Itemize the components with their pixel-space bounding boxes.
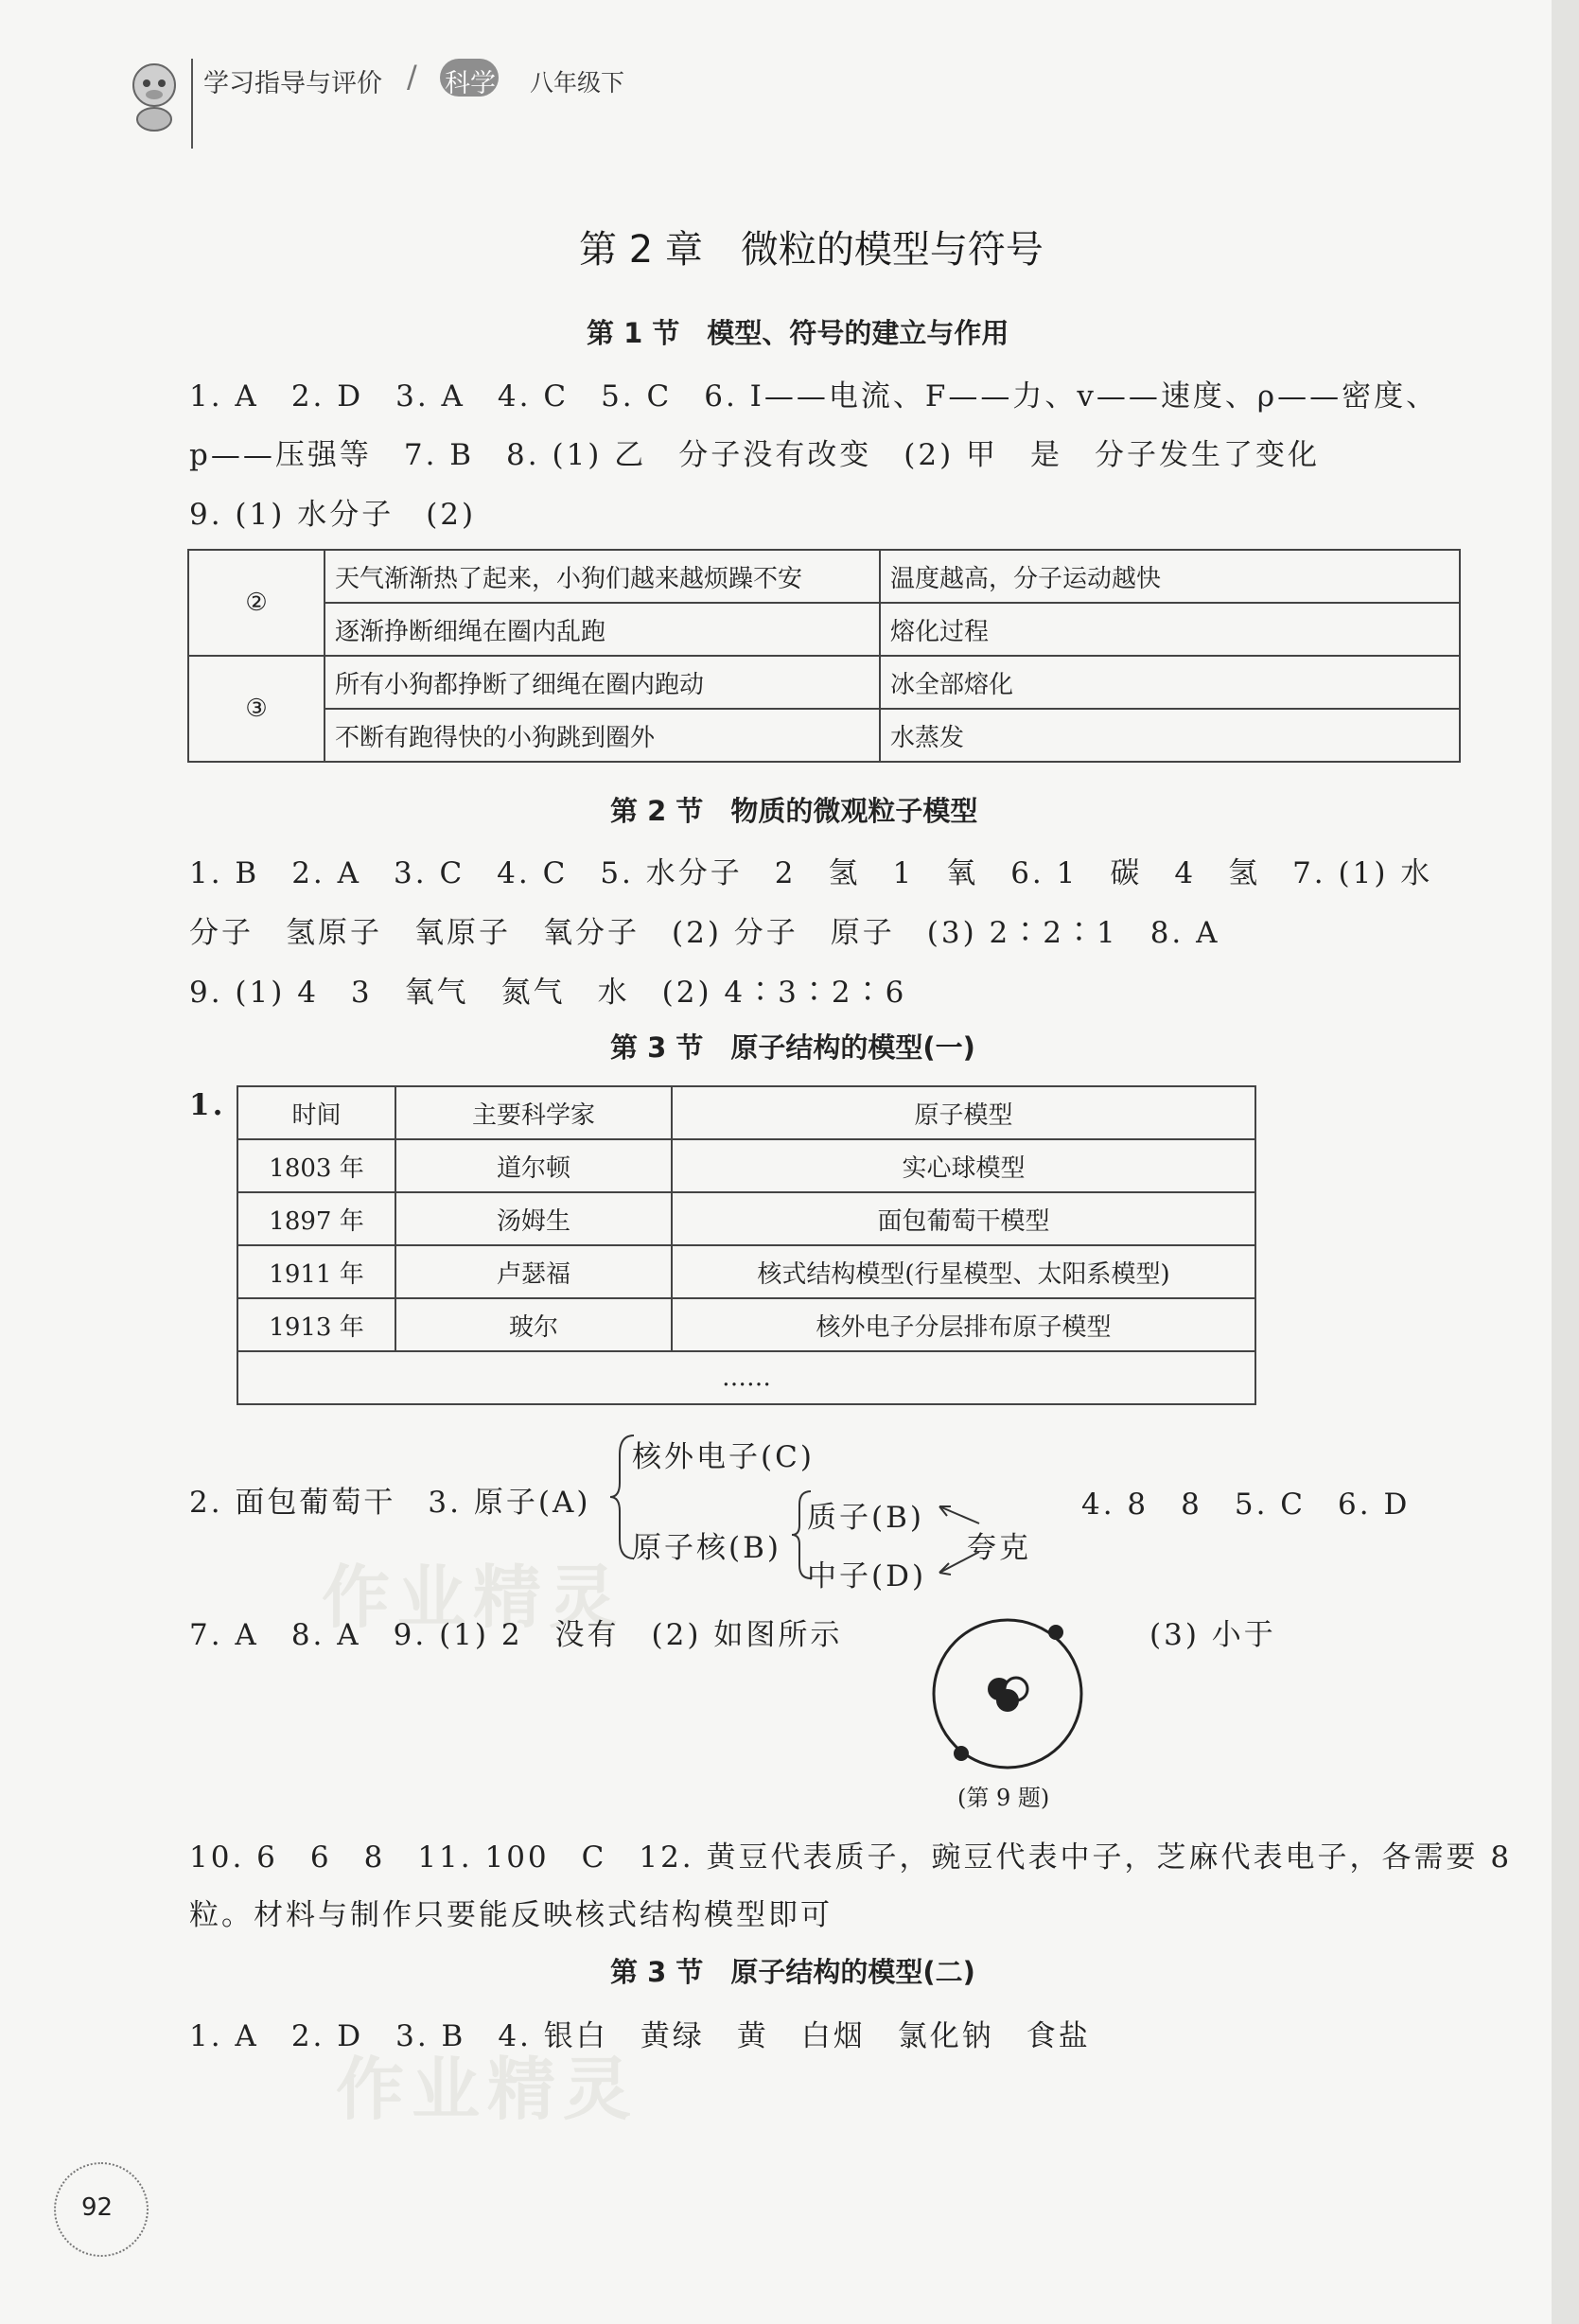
section-2-line-2: 分子 氢原子 氧原子 氧分子 (2) 分子 原子 (3) 2∶2∶1 8. A: [189, 916, 1220, 950]
header-model: 原子模型: [672, 1086, 1255, 1139]
neutron-label: 中子(D): [807, 1559, 927, 1593]
question-9-part-3: (3) 小于: [1149, 1618, 1276, 1652]
header-time: 时间: [237, 1086, 395, 1139]
row-label: ③: [188, 656, 325, 762]
table-ellipsis: ……: [237, 1351, 1255, 1404]
section-1-line-2: p——压强等 7. B 8. (1) 乙 分子没有改变 (2) 甲 是 分子发生了变化: [189, 438, 1321, 472]
section-4-line-1: 1. A 2. D 3. B 4. 银白 黄绿 黄 白烟 氯化钠 食盐: [189, 2019, 1091, 2053]
table-cell: 熔化过程: [880, 603, 1460, 656]
electron-label: 核外电子(C): [632, 1440, 815, 1474]
table-cell: 1803 年: [237, 1139, 395, 1192]
table-row: [188, 550, 1460, 603]
watermark: 作业精灵: [322, 1558, 625, 1637]
table-cell: 水蒸发: [880, 709, 1460, 762]
table-cell: 所有小狗都挣断了细绳在圈内跑动: [325, 656, 880, 709]
table-cell: 逐渐挣断细绳在圈内乱跑: [325, 603, 880, 656]
question-2-3: 2. 面包葡萄干 3. 原子(A): [189, 1486, 591, 1520]
header-scientist: 主要科学家: [395, 1086, 672, 1139]
watermark: 作业精灵: [336, 2050, 640, 2129]
table-cell: 面包葡萄干模型: [672, 1192, 1255, 1245]
table-row: [237, 1298, 1255, 1351]
table-row: [237, 1245, 1255, 1298]
grade-label: 八年级下: [530, 69, 625, 97]
figure-caption: (第 9 题): [957, 1785, 1050, 1811]
atom-model-table: [237, 1085, 1256, 1405]
table-cell: 道尔顿: [395, 1139, 672, 1192]
table-cell: 天气渐渐热了起来，小狗们越来越烦躁不安: [325, 550, 880, 603]
mascot-logo: [121, 57, 187, 132]
table-row: [188, 709, 1460, 762]
header-slash: /: [407, 59, 417, 95]
section-1-title: 第 1 节 模型、符号的建立与作用: [587, 317, 1009, 349]
table-cell: 卢瑟福: [395, 1245, 672, 1298]
row-label: ②: [188, 550, 325, 656]
table-cell: 温度越高，分子运动越快: [880, 550, 1460, 603]
chapter-title: 第 2 章 微粒的模型与符号: [579, 228, 1044, 272]
quark-label: 夸克: [967, 1531, 1031, 1565]
page-edge: [1552, 0, 1579, 2324]
table-cell: 冰全部熔化: [880, 656, 1460, 709]
section-1-line-1: 1. A 2. D 3. A 4. C 5. C 6. I——电流、F——力、v——速度、ρ——密度、: [189, 379, 1439, 414]
table-cell: 1913 年: [237, 1298, 395, 1351]
table-cell: 核外电子分层排布原子模型: [672, 1298, 1255, 1351]
table-header-row: [237, 1086, 1255, 1139]
table-cell: 玻尔: [395, 1298, 672, 1351]
question-10-12: 10. 6 6 8 11. 100 C 12. 黄豆代表质子，豌豆代表中子，芝麻代表电子，各需要 8: [189, 1840, 1513, 1875]
nucleus-label: 原子核(B): [632, 1531, 781, 1565]
book-title: 学习指导与评价: [203, 69, 382, 98]
section-2-line-3: 9. (1) 4 3 氧气 氮气 水 (2) 4∶3∶2∶6: [189, 976, 907, 1010]
section-4-title: 第 3 节 原子结构的模型(二): [610, 1956, 975, 1988]
section-2-line-1: 1. B 2. A 3. C 4. C 5. 水分子 2 氢 1 氧 6. 1 碳 4 氢 7. (1) 水: [189, 856, 1433, 890]
table-row: [237, 1192, 1255, 1245]
table-cell: 实心球模型: [672, 1139, 1255, 1192]
page-number: 92: [81, 2193, 114, 2222]
table-cell: 汤姆生: [395, 1192, 672, 1245]
proton-label: 质子(B): [807, 1501, 924, 1535]
table-row: [188, 656, 1460, 709]
question-4-6: 4. 8 8 5. C 6. D: [1081, 1488, 1411, 1522]
table-row: [237, 1351, 1255, 1404]
subject-label: 科学: [445, 69, 496, 98]
section-2-title: 第 2 节 物质的微观粒子模型: [610, 795, 978, 827]
section-3-title: 第 3 节 原子结构的模型(一): [610, 1031, 975, 1064]
table-cell: 不断有跑得快的小狗跳到圈外: [325, 709, 880, 762]
question-1-label: 1.: [189, 1088, 226, 1122]
section-1-line-3: 9. (1) 水分子 (2): [189, 498, 477, 532]
table-cell: 1897 年: [237, 1192, 395, 1245]
question-7-9: 7. A 8. A 9. (1) 2 没有 (2) 如图所示: [189, 1618, 843, 1652]
question-12-cont: 粒。材料与制作只要能反映核式结构模型即可: [189, 1898, 833, 1932]
section-1-table: [187, 549, 1461, 763]
table-cell: 1911 年: [237, 1245, 395, 1298]
table-row: [237, 1139, 1255, 1192]
atom-model-figure: [927, 1613, 1088, 1774]
table-row: [188, 603, 1460, 656]
table-cell: 核式结构模型(行星模型、太阳系模型): [672, 1245, 1255, 1298]
header-divider: [191, 59, 193, 149]
